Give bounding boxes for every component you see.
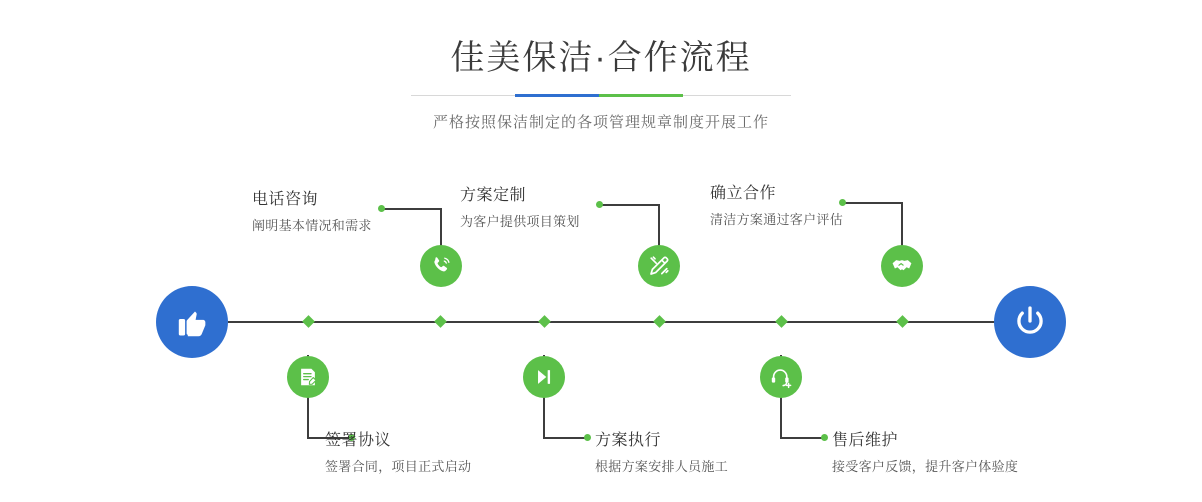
connector-endpoint (378, 205, 385, 212)
connector-endpoint (584, 434, 591, 441)
document-edit-icon (297, 366, 319, 388)
step-icon-3[interactable] (638, 245, 680, 287)
divider-segment-blue (515, 94, 599, 97)
timeline-node-marker (302, 315, 315, 328)
pen-ruler-icon (647, 254, 671, 278)
step-label-2 (325, 427, 471, 475)
timeline-node-marker (896, 315, 909, 328)
step-title: 签署协议 (325, 432, 392, 449)
step-title: 确立合作 (710, 185, 777, 202)
step-icon-1[interactable] (420, 245, 462, 287)
step-label-1 (252, 186, 372, 234)
timeline-node-marker (538, 315, 551, 328)
timeline-node-marker (653, 315, 666, 328)
connector-line (382, 208, 442, 210)
step-label-6 (832, 427, 1018, 475)
handshake-icon (890, 254, 914, 278)
page-subtitle: 严格按照保洁制定的各项管理规章制度开展工作 (432, 114, 769, 131)
step-desc: 根据方案安排人员施工 (595, 459, 729, 474)
title-divider (411, 94, 791, 97)
step-label-4 (595, 427, 728, 475)
connector-line (600, 204, 660, 206)
connector-line (780, 437, 826, 439)
step-title: 方案执行 (595, 432, 662, 449)
connector-line (901, 202, 903, 246)
connector-line (658, 204, 660, 246)
page-title: 佳美保洁·合作流程 (450, 39, 752, 77)
power-icon (1011, 303, 1049, 341)
step-desc: 清洁方案通过客户评估 (710, 212, 844, 227)
timeline-node-marker (775, 315, 788, 328)
thumbs-up-icon (174, 304, 210, 340)
connector-endpoint (821, 434, 828, 441)
step-icon-4[interactable] (523, 356, 565, 398)
step-icon-2[interactable] (287, 356, 329, 398)
timeline-axis (228, 321, 1000, 323)
connector-line (440, 208, 442, 246)
step-desc: 接受客户反馈，提升客户体验度 (832, 459, 1019, 474)
headset-add-icon (769, 365, 793, 389)
step-title: 方案定制 (460, 187, 527, 204)
timeline-node-marker (434, 315, 447, 328)
connector-line (843, 202, 903, 204)
step-label-3 (460, 182, 580, 230)
connector-line (543, 437, 589, 439)
timeline-start-node (156, 286, 228, 358)
step-icon-6[interactable] (760, 356, 802, 398)
step-title: 电话咨询 (252, 191, 319, 208)
divider-segment-green (599, 94, 683, 97)
step-desc: 签署合同，项目正式启动 (325, 459, 472, 474)
step-icon-5[interactable] (881, 245, 923, 287)
step-title: 售后维护 (832, 432, 899, 449)
step-label-5 (710, 180, 843, 228)
timeline-end-node (994, 286, 1066, 358)
connector-endpoint (596, 201, 603, 208)
header (0, 36, 1202, 132)
phone-ring-icon (429, 254, 453, 278)
step-desc: 阐明基本情况和需求 (252, 218, 372, 233)
play-forward-icon (533, 366, 555, 388)
step-desc: 为客户提供项目策划 (460, 214, 580, 229)
